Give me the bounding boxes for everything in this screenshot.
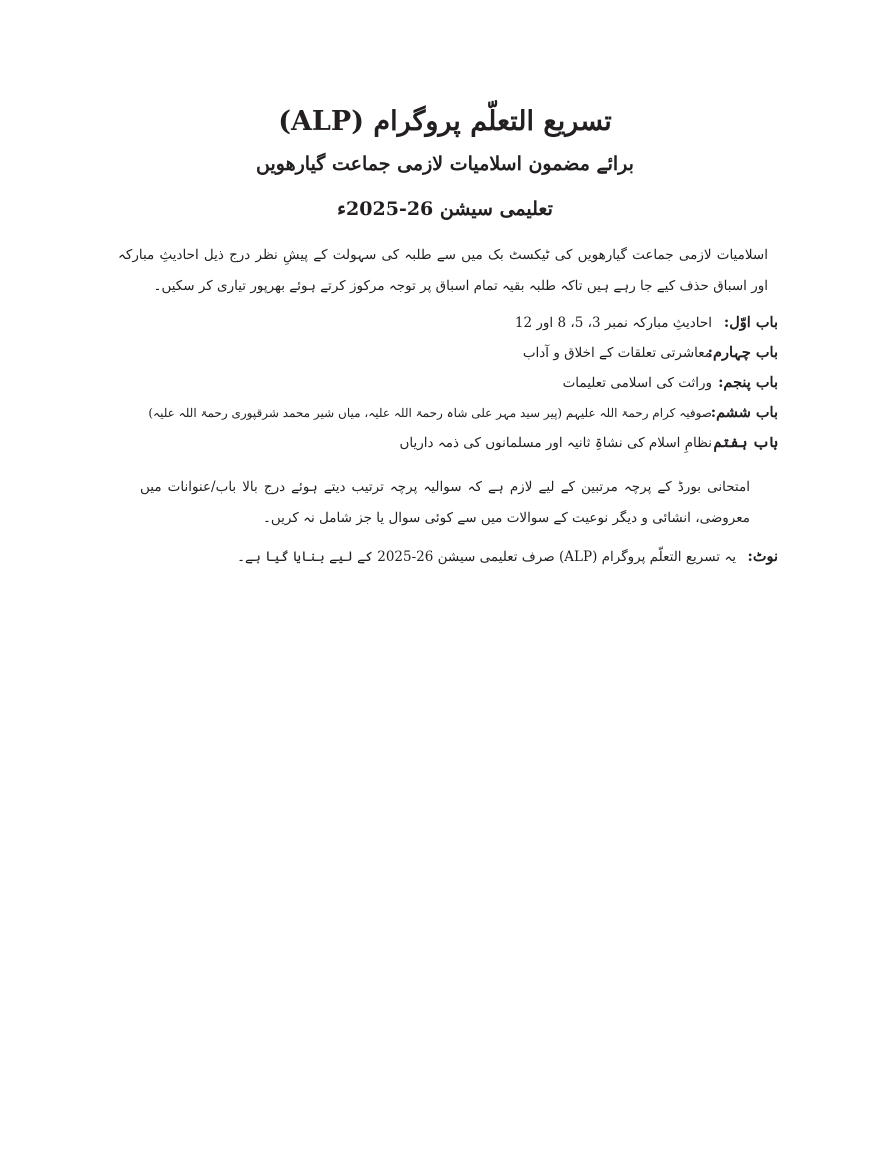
chapter-row-4 <box>98 344 778 374</box>
chapter-row-7 <box>98 434 778 464</box>
page-title: تسریع التعلّم پروگرام (ALP) <box>278 106 612 137</box>
chapter-label: باب چہارم: <box>707 344 778 361</box>
chapter-label: باب ہفتم <box>713 434 778 451</box>
deleted-chapters-list <box>98 314 778 464</box>
footnote-label: نوٹ: <box>747 548 778 565</box>
exam-board-instruction: امتحانی بورڈ کے پرچہ مرتبین کے لیے لازم ہے کہ سوالیہ پرچہ ترتیب دیتے ہوئے درج بالا باب/عنوانات میں معروضی، انشائی و دیگر نوعیت کے سوالات میں سے کوئی سوال یا جز شامل نہ کریں۔ <box>140 479 750 526</box>
chapter-value: وراثت کی اسلامی تعلیمات <box>562 375 712 391</box>
chapter-row-6 <box>98 404 778 434</box>
session-heading: تعلیمی سیشن 26-2025ء <box>337 198 553 220</box>
chapter-value: احادیثِ مبارکہ نمبر 3، 5، 8 اور 12 <box>514 315 712 331</box>
chapter-value: معاشرتی تعلقات کے اخلاق و آداب <box>522 345 712 361</box>
chapter-row-1 <box>98 314 778 344</box>
chapter-value: صوفیہ کرام رحمۃ اللہ علیہم (پیر سید مہر علی شاہ رحمۃ اللہ علیہ، میاں شیر محمد شرقپوری رحمۃ اللہ علیہ) <box>148 406 712 420</box>
footnote-text: یہ تسریع التعلّم پروگرام (ALP) صرف تعلیمی سیشن 26-2025 کے لیے بنایا گیا ہے۔ <box>237 549 736 565</box>
chapter-row-5 <box>98 374 778 404</box>
footnote <box>237 548 778 565</box>
chapter-label: باب ششم: <box>710 404 778 421</box>
page-subtitle: برائے مضمون اسلامیات لازمی جماعت گیارھویں <box>256 153 634 175</box>
chapter-label: باب اوّل: <box>723 314 778 331</box>
chapter-value: نظامِ اسلام کی نشاۃِ ثانیہ اور مسلمانوں کی ذمہ داریاں <box>399 435 712 451</box>
chapter-label: باب پنجم: <box>718 374 778 391</box>
intro-paragraph: اسلامیات لازمی جماعت گیارھویں کی ٹیکسٹ بک میں سے طلبہ کی سہولت کے پیشِ نظر درج ذیل احادیثِ مبارکہ اور اسباق حذف کیے جا رہے ہیں تاکہ طلبہ بقیہ تمام اسباق پر توجہ مرکوز کرتے ہوئے بھرپور تیاری کر سکیں۔ <box>118 247 768 294</box>
